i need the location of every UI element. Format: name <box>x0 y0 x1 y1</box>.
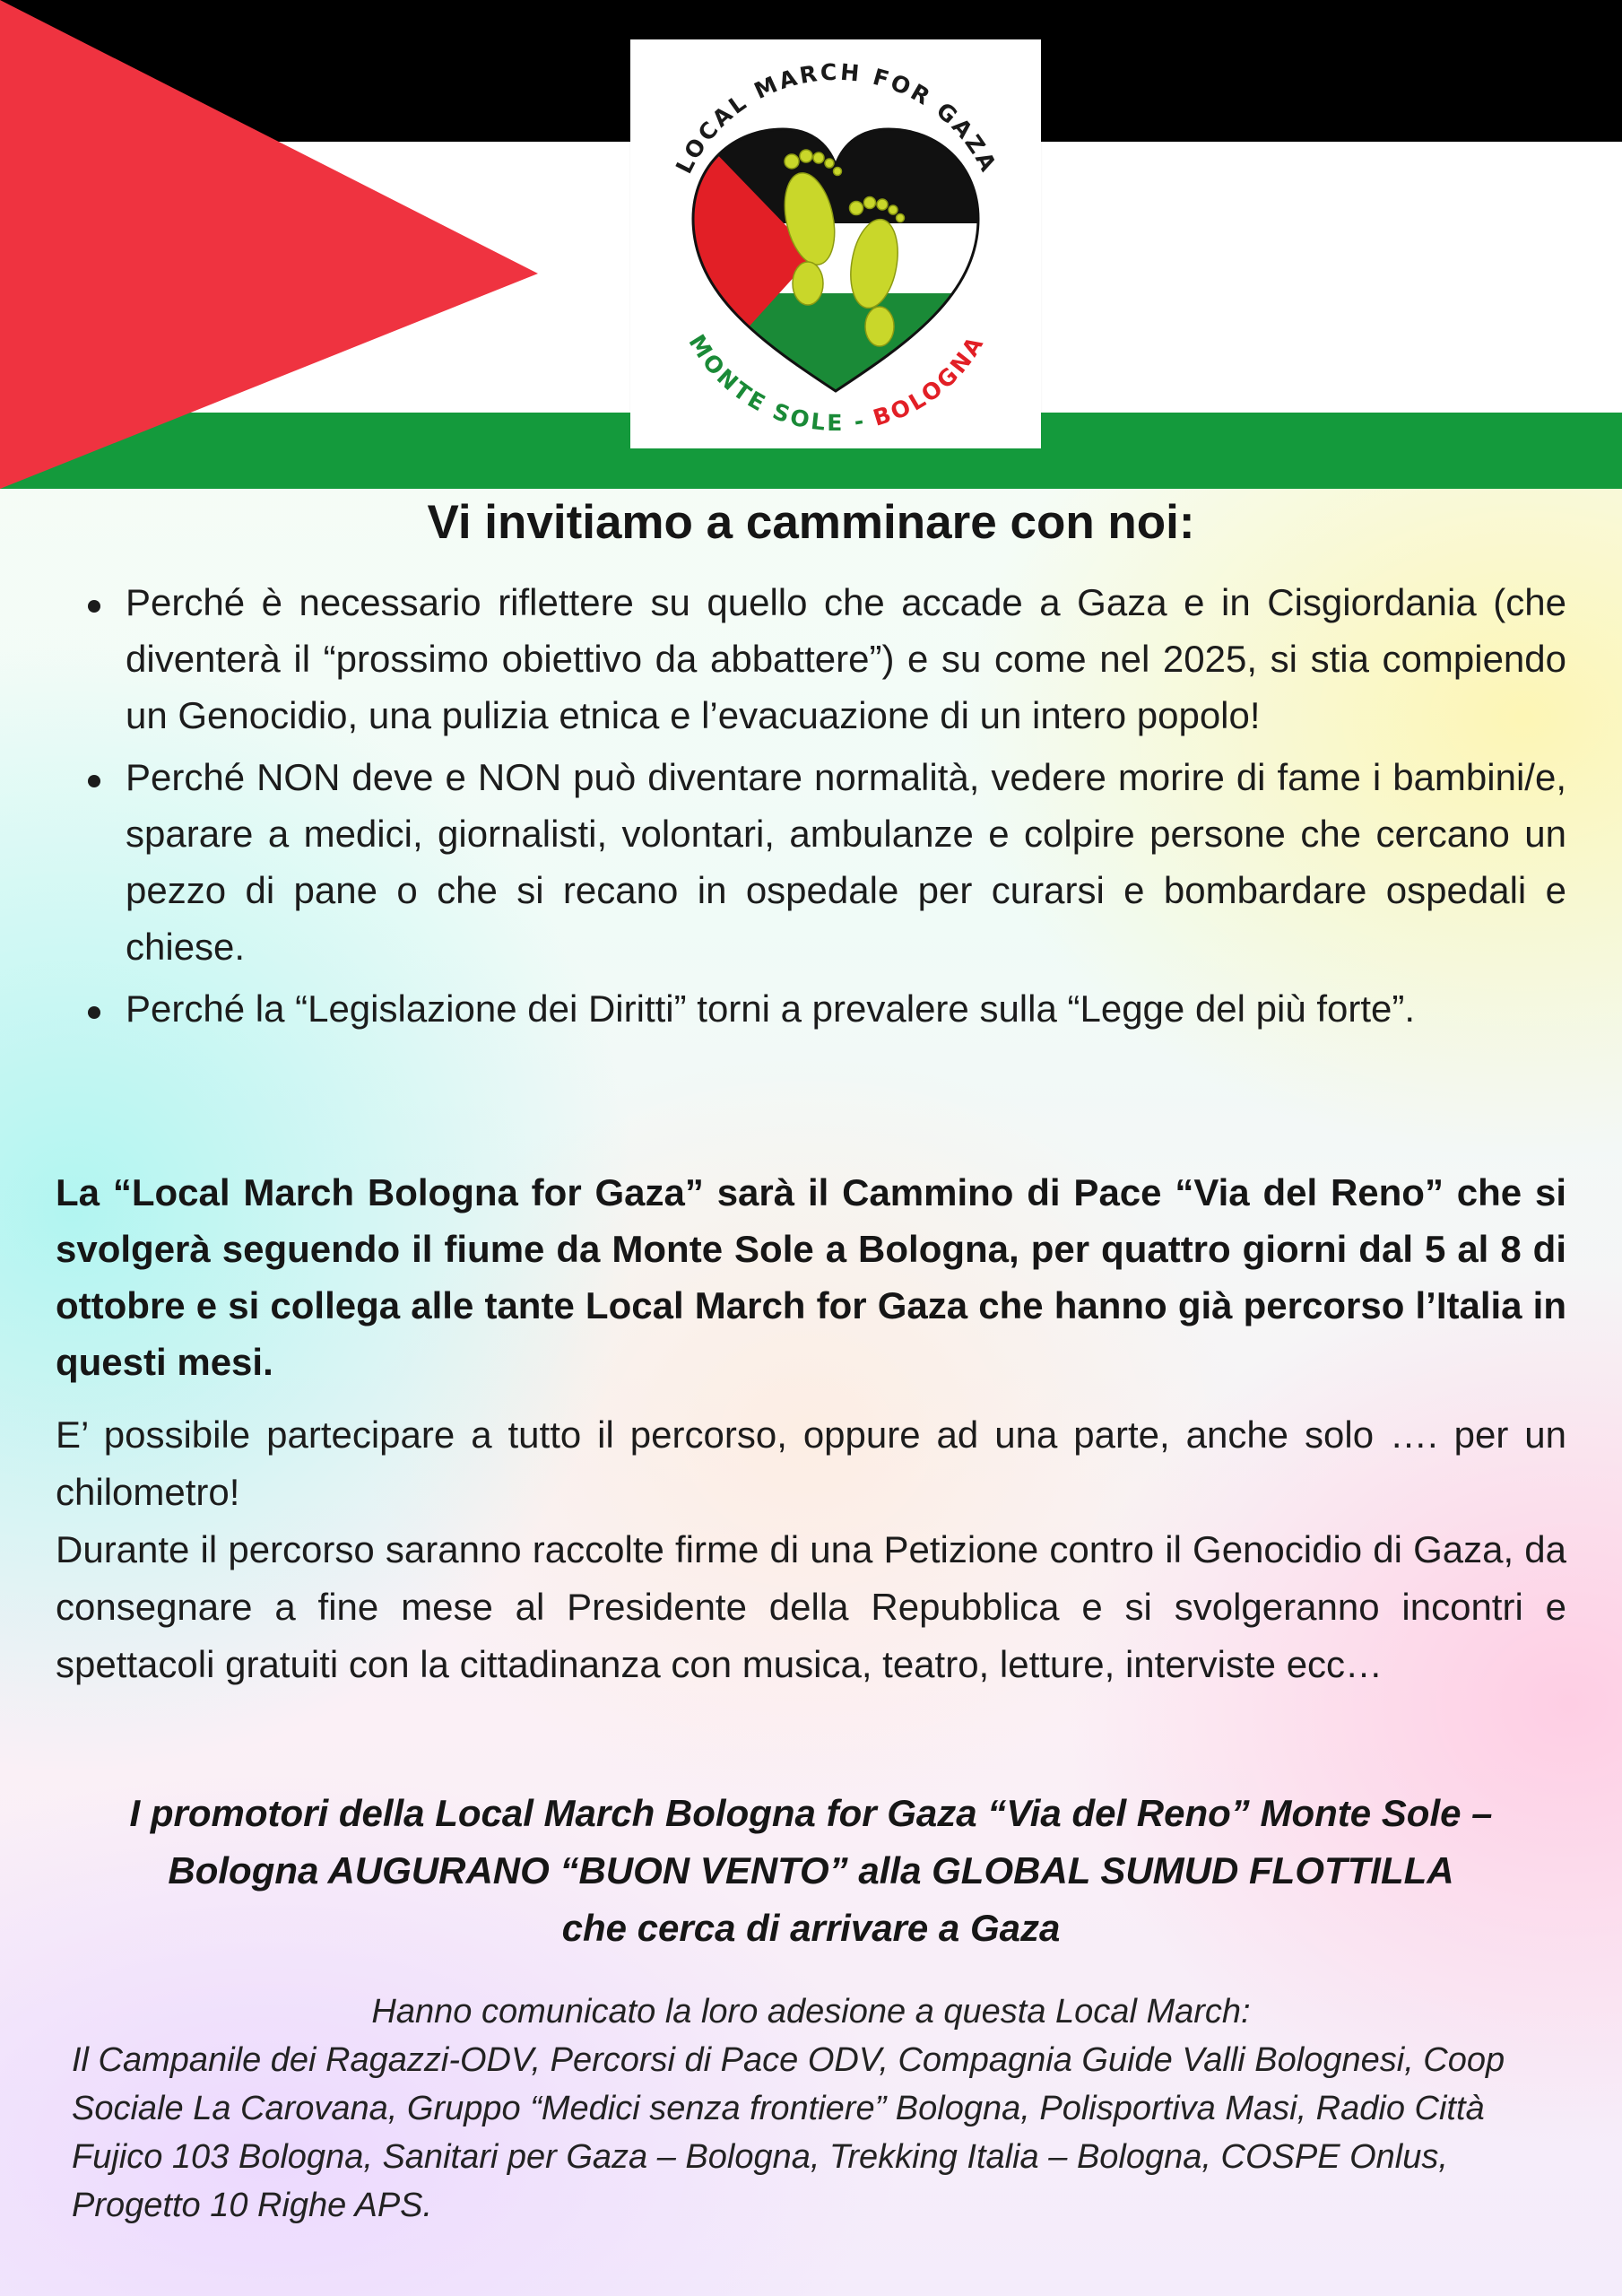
adhesion-section <box>72 1987 1550 2230</box>
reason-item <box>56 749 1566 975</box>
reason-text: Perché la “Legislazione dei Diritti” torni a prevalere sulla “Legge del più forte”. <box>126 987 1416 1030</box>
local-march-logo <box>630 39 1041 448</box>
participation-line: E’ possibile partecipare a tutto il percorso, oppure ad una parte, anche solo …. per un chilometro! <box>56 1413 1566 1513</box>
bullet-icon <box>88 600 100 613</box>
flag-red-triangle <box>0 0 538 489</box>
promoters-line-1: I promotori della Local March Bologna for Gaza “Via del Reno” Monte Sole – <box>129 1792 1493 1834</box>
adhesion-list: Il Campanile dei Ragazzi-ODV, Percorsi di Pace ODV, Compagnia Guide Valli Bolognesi, Coop Sociale La Carovana, Gruppo “Medici senza frontiere” Bologna, Polisportiva Masi, Radio Città Fujico 103 Bologna, Sanitari per Gaza – Bologna, Trekking Italia – Bologna, COSPE Onlus, Progetto 10 Righe APS. <box>72 2041 1505 2224</box>
logo-bottom-text: MONTE SOLE -BOLOGNA <box>683 329 990 437</box>
reason-text: Perché NON deve e NON può diventare normalità, vedere morire di fame i bambini/e, sparare a medici, giornalisti, volontari, ambulanze e colpire persone che cercano un pezzo di pane o che si recano in ospedale per curarsi e bombardare ospedali e chiese. <box>126 756 1566 968</box>
logo-top-text: LOCAL MARCH FOR GAZA <box>670 58 1003 178</box>
bullet-icon <box>88 1006 100 1019</box>
adhesion-lead: Hanno comunicato la loro adesione a questa Local March: <box>371 1993 1251 2031</box>
reason-text: Perché è necessario riflettere su quello che accade a Gaza e in Cisgiordania (che diventerà il “prossimo obiettivo da abbattere”) e su come nel 2025, si stia compiendo un Genocidio, una pulizia etnica e l’evacuazione di un intero popolo! <box>126 581 1566 736</box>
promoters-message <box>63 1785 1559 1957</box>
bullet-icon <box>88 775 100 787</box>
participation-info <box>56 1406 1566 1693</box>
palestinian-flag-banner <box>0 0 1622 489</box>
reason-item <box>56 574 1566 744</box>
promoters-line-3: che cerca di arrivare a Gaza <box>561 1907 1061 1949</box>
invite-title: Vi invitiamo a camminare con noi: <box>427 496 1195 549</box>
logo-emblem <box>630 39 1041 448</box>
march-announcement: La “Local March Bologna for Gaza” sarà il Cammino di Pace “Via del Reno” che si svolgerà seguendo il fiume da Monte Sole a Bologna, per quattro giorni dal 5 al 8 di ottobre e si collega alle tante Local March for Gaza che hanno già percorso l’Italia in questi mesi. <box>56 1171 1566 1383</box>
promoters-line-2: Bologna AUGURANO “BUON VENTO” alla GLOBAL SUMUD FLOTTILLA <box>168 1849 1454 1892</box>
reason-item <box>56 980 1566 1037</box>
reasons-list <box>56 574 1566 1042</box>
petition-line: Durante il percorso saranno raccolte firme di una Petizione contro il Genocidio di Gaza, da consegnare a fine mese al Presidente della Repubblica e si svolgeranno incontri e spettacoli gratuiti con la cittadinanza con musica, teatro, letture, interviste ecc… <box>56 1528 1566 1685</box>
